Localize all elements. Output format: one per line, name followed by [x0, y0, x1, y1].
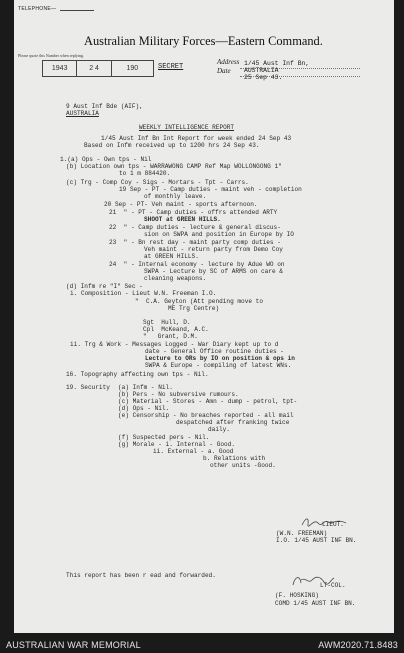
quote-number-note: Please quote this Number when replying. [18, 53, 84, 58]
report-line: (c) Trg - Comp Coy - Sigs - Mortars - Tpt - Carrs. [66, 179, 249, 186]
footer-accession-number: AWM2020.71.8483 [318, 640, 398, 650]
report-line: " C.A. Geyton (Att pending move to [135, 298, 263, 305]
report-line: ME Trg Centre) [168, 305, 220, 312]
report-line: SWPA & Europe - compiling of latest WNs. [145, 362, 292, 369]
report-line: SHOOT at GREEN HILLS. [144, 216, 221, 223]
report-line: date - General Office routine duties - [145, 348, 284, 355]
report-line: 24 " - Internal economy - lecture by Adue WO on [109, 261, 285, 268]
report-line: SWPA - Lecture by SC of ARMS on care & [144, 268, 283, 275]
report-line: Cpl McKeand, A.C. [143, 326, 209, 333]
report-line: (e) Censorship - No breaches reported - all mail [118, 412, 294, 419]
report-line: Lecture to ORs by IO on position & ops in [145, 355, 295, 362]
document-page [14, 0, 394, 633]
report-line: WEEKLY INTELLIGENCE REPORT [139, 124, 235, 131]
report-line: 19 Sep - PT - Camp duties - maint veh - completion [119, 186, 302, 193]
number-cell-2: 2 4 [77, 61, 111, 76]
report-line: 16. Topography affecting own tps - Nil. [66, 371, 209, 378]
report-line: (g) Morale - i. Internal - Good. [118, 441, 236, 448]
report-line: to 1 m 884420. [119, 170, 171, 177]
report-line: (b) Location own tps - WARRAWONG CAMP Ref Map WOLLONGONG 1" [66, 163, 282, 170]
report-line: (b) Pers - No subversive rumours. [118, 391, 239, 398]
address-value: 1/45 Aust Inf Bn, AUSTRALIA 25 Sep 43. [244, 60, 310, 81]
report-line: ii. Trg & Work - Messages Logged - War Diary kept up to d [70, 341, 279, 348]
report-line: (a) Infm - Nil. [118, 384, 173, 391]
report-line: Based on Infm received up to 1200 hrs 24 Sep 43. [84, 142, 260, 149]
report-line: b. Relations with [203, 455, 266, 462]
report-line: despatched after franking twice [176, 419, 290, 426]
telephone-line [60, 10, 94, 11]
report-line: 19. Security [66, 384, 110, 391]
report-line: 21 " - PT - Camp duties - offrs attended ARTY [109, 209, 278, 216]
report-line: " Grant, D.M. [143, 333, 198, 340]
address-label: Address [217, 58, 240, 66]
report-line: LIEUT. [322, 521, 344, 528]
report-line: at GREEN HILLS. [144, 253, 199, 260]
report-line: (d) Infm re "I" Sec - [66, 283, 143, 290]
report-line: (c) Material - Stores - Amn - dump - petrol, tpt- [118, 398, 298, 405]
report-line: 9 Aust Inf Bde (AIF), [66, 103, 143, 110]
report-line: other units -Good. [210, 462, 276, 469]
report-line: cleaning weapons. [144, 275, 207, 282]
report-line: Sgt Hull, D. [143, 319, 191, 326]
report-line: 23 " - Bn rest day - maint party comp duties - [109, 239, 281, 246]
report-line: of monthly leave. [144, 193, 207, 200]
report-line: LT-COL. [320, 582, 346, 589]
date-label: Date [217, 67, 231, 75]
number-cell-3: 190 [126, 65, 139, 72]
report-line: I.O. 1/45 AUST INF BN. [276, 537, 357, 544]
report-line: 1.(a) Ops - Own tps - Nil [60, 156, 152, 163]
report-line: 20 Sep - PT- Veh maint - sports afternoon. [104, 201, 258, 208]
number-cell-year: 1943 [43, 61, 77, 76]
io-signature [300, 516, 348, 528]
report-line: (d) Ops - Nil. [118, 405, 170, 412]
report-line: 1/45 Aust Inf Bn Int Report for week ended 24 Sep 43 [101, 135, 292, 142]
telephone-label: TELEPHONE— [18, 6, 57, 12]
reference-number-box [42, 60, 154, 77]
report-line: ii. External - a. Good [153, 448, 234, 455]
report-line: daily. [208, 426, 230, 433]
report-line: This report has been r ead and forwarded. [66, 572, 216, 579]
letterhead-title: Australian Military Forces—Eastern Command. [84, 34, 323, 48]
report-line: AUSTRALIA [66, 110, 99, 117]
report-line: (W.N. FREEMAN) [276, 530, 328, 537]
classification-label: SECRET [158, 63, 184, 71]
co-signature [290, 574, 336, 588]
report-line: Veh maint - return party from Demo Coy [144, 246, 283, 253]
report-line: (F. HOSKING) [275, 592, 319, 599]
report-line: COMD 1/45 AUST INF BN. [275, 600, 356, 607]
report-line: (f) Suspected pers - Nil. [118, 434, 210, 441]
report-line: i. Composition - Lieut W.N. Freeman I.O. [70, 290, 217, 297]
report-line: sion on SWPA and position in Europe by IO [144, 231, 294, 238]
footer-archive-name: AUSTRALIAN WAR MEMORIAL [6, 640, 141, 650]
report-line: 22 " - Camp duties - lecture & general discus- [109, 224, 281, 231]
